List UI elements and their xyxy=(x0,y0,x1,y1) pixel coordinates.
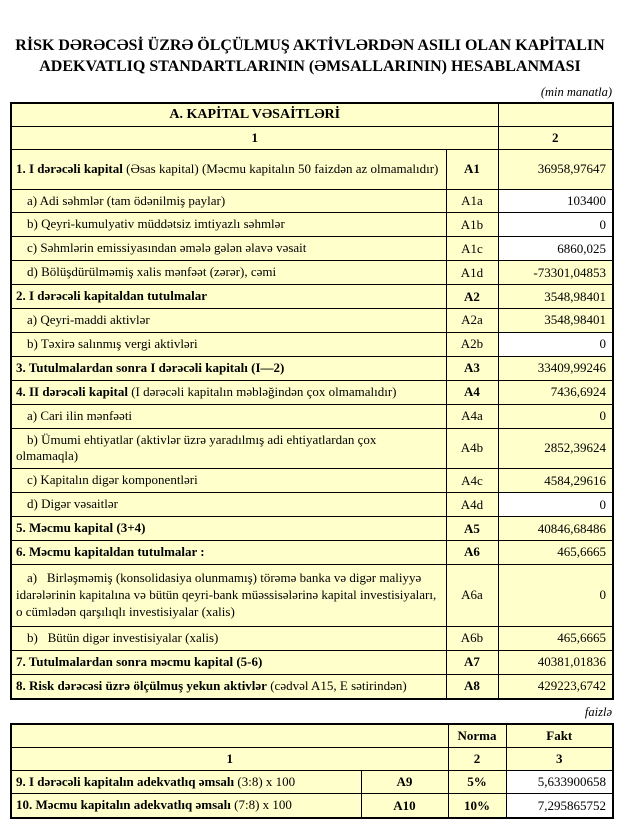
row-code: A4b xyxy=(446,428,498,469)
row-label-bold: 10. Məcmu kapitalın adekvatlıq əmsalı xyxy=(16,797,231,813)
row-code: A8 xyxy=(446,674,498,698)
table-row-a8 xyxy=(11,674,613,698)
row-label-rest: d) Digər vəsaitlər xyxy=(27,496,118,512)
row-label xyxy=(11,794,361,818)
row-label xyxy=(11,309,446,333)
row-label-bold: 6. Məcmu kapitaldan tutulmalar : xyxy=(16,543,205,559)
row-label-rest: b) Bütün digər investisiyalar (xalis) xyxy=(27,629,219,645)
row-code: A2a xyxy=(446,309,498,333)
section-header: A. KAPİTAL VƏSAİTLƏRİ xyxy=(11,103,498,127)
row-value: 3548,98401 xyxy=(498,309,613,333)
row-label xyxy=(11,540,446,564)
row-value: -73301,04853 xyxy=(498,261,613,285)
row-value: 0 xyxy=(498,404,613,428)
row-value: 2852,39624 xyxy=(498,428,613,469)
table-row-a6b xyxy=(11,626,613,650)
row-label-bold: 7. Tutulmalardan sonra məcmu kapital (5-6) xyxy=(16,653,263,669)
row-label xyxy=(11,469,446,493)
table-row-a3 xyxy=(11,356,613,380)
row-value: 40381,01836 xyxy=(498,650,613,674)
row-label-rest: b) Qeyri-kumulyativ müddətsiz imtiyazlı səhmlər xyxy=(27,216,285,232)
ratio-header-norma: Norma xyxy=(448,724,506,748)
row-fakt-value: 7,295865752 xyxy=(506,794,613,818)
row-label xyxy=(11,356,446,380)
row-code: A4a xyxy=(446,404,498,428)
row-label xyxy=(11,493,446,517)
ratio-column-number-row xyxy=(11,747,613,770)
table-row-a4 xyxy=(11,380,613,404)
row-label-rest: (cədvəl A15, E sətirindən) xyxy=(266,677,407,693)
row-code: A2b xyxy=(446,332,498,356)
adequacy-ratio-table xyxy=(10,723,614,820)
ratio-header-fakt: Fakt xyxy=(506,724,613,748)
row-code: A5 xyxy=(446,517,498,541)
row-code: A3 xyxy=(446,356,498,380)
row-label-rest: b) Təxirə salınmış vergi aktivləri xyxy=(27,335,198,351)
row-code: A10 xyxy=(361,794,448,818)
row-label-rest: (7:8) x 100 xyxy=(230,797,292,813)
row-value: 36958,97647 xyxy=(498,149,613,189)
row-label xyxy=(11,237,446,261)
table-row-a5 xyxy=(11,517,613,541)
row-code: A6b xyxy=(446,626,498,650)
row-label-rest: a) Cari ilin mənfəəti xyxy=(27,407,133,423)
row-value: 465,6665 xyxy=(498,540,613,564)
row-label xyxy=(11,770,361,794)
row-code: A1a xyxy=(446,189,498,213)
table-row-a1d xyxy=(11,261,613,285)
row-label xyxy=(11,149,446,189)
row-code: A2 xyxy=(446,285,498,309)
row-code: A1c xyxy=(446,237,498,261)
row-label-rest: c) Səhmlərin emissiyasından əmələ gələn əlavə vəsait xyxy=(27,240,307,256)
row-label-rest: a) Qeyri-maddi aktivlər xyxy=(27,312,150,328)
row-label xyxy=(11,428,446,469)
row-label xyxy=(11,213,446,237)
row-label xyxy=(11,332,446,356)
table-row-a6a xyxy=(11,564,613,626)
row-label-bold: 5. Məcmu kapital (3+4) xyxy=(16,520,146,536)
row-label xyxy=(11,189,446,213)
row-label-rest: (3:8) x 100 xyxy=(234,773,296,789)
row-label xyxy=(11,626,446,650)
title-line-1: RİSK DƏRƏCƏSİ ÜZRƏ ÖLÇÜLMUŞ AKTİVLƏRDƏN ASILI OLAN KAPİTALIN xyxy=(15,37,605,54)
table-row-a1b xyxy=(11,213,613,237)
table-row-a9 xyxy=(11,770,613,794)
row-label xyxy=(11,261,446,285)
ratio-col-number-2: 2 xyxy=(448,747,506,770)
row-code: A4c xyxy=(446,469,498,493)
row-label xyxy=(11,380,446,404)
row-code: A4d xyxy=(446,493,498,517)
row-label xyxy=(11,404,446,428)
row-code: A9 xyxy=(361,770,448,794)
table-row-a1 xyxy=(11,149,613,189)
row-value: 465,6665 xyxy=(498,626,613,650)
column-number-row xyxy=(11,126,613,149)
table-row-a4d xyxy=(11,493,613,517)
row-norma-value: 10% xyxy=(448,794,506,818)
row-value: 3548,98401 xyxy=(498,285,613,309)
unit-note-bottom: faizlə xyxy=(584,704,612,719)
row-label-bold: 4. II dərəcəli kapital xyxy=(16,383,128,399)
row-code: A1d xyxy=(446,261,498,285)
row-label-bold: 8. Risk dərəcəsi üzrə ölçülmuş yekun aktivlər xyxy=(16,677,267,693)
capital-table xyxy=(10,102,614,700)
row-value: 0 xyxy=(498,213,613,237)
row-label xyxy=(11,517,446,541)
table-row-a4c xyxy=(11,469,613,493)
row-label xyxy=(11,650,446,674)
table-row-a4b xyxy=(11,428,613,469)
row-label-rest: c) Kapitalın digər komponentləri xyxy=(27,472,198,488)
row-norma-value: 5% xyxy=(448,770,506,794)
row-label-rest: (Əsas kapital) (Məcmu kapitalın 50 faizdən az olmamalıdır) xyxy=(122,160,439,176)
row-code: A6a xyxy=(446,564,498,626)
row-code: A7 xyxy=(446,650,498,674)
row-label-rest: d) Bölüşdürülməmiş xalis mənfəət (zərər), cəmi xyxy=(27,264,277,280)
ratio-col-number-3: 3 xyxy=(506,747,613,770)
table-row-a4a xyxy=(11,404,613,428)
row-label-bold: 3. Tutulmalardan sonra I dərəcəli kapitalı (I—2) xyxy=(16,359,285,375)
table-row-a2b xyxy=(11,332,613,356)
col-number-2: 2 xyxy=(498,126,613,149)
table-row-a1a xyxy=(11,189,613,213)
title-line-2: ADEKVATLIQ STANDARTLARININ (ƏMSALLARININ) HESABLANMASI xyxy=(39,57,581,75)
table-row-a2a xyxy=(11,309,613,333)
row-value: 7436,6924 xyxy=(498,380,613,404)
row-value: 6860,025 xyxy=(498,237,613,261)
col-number-1: 1 xyxy=(11,126,498,149)
document-title xyxy=(0,0,620,78)
row-code: A1b xyxy=(446,213,498,237)
row-value: 103400 xyxy=(498,189,613,213)
table-row-a1c xyxy=(11,237,613,261)
row-fakt-value: 5,633900658 xyxy=(506,770,613,794)
row-label-rest: a) Birləşməmiş (konsolidasiya olunmamış) törəmə banka və digər maliyyə idarələrinin kapitalına və bütün qeyri-bank müəssisələrinə kapital investisiyaları, o cümlədən qarşılıqlı investisiyalar (xalis) xyxy=(16,570,437,619)
row-value: 0 xyxy=(498,493,613,517)
row-value: 33409,99246 xyxy=(498,356,613,380)
row-value: 429223,6742 xyxy=(498,674,613,698)
row-value: 40846,68486 xyxy=(498,517,613,541)
row-label-bold: 2. I dərəcəli kapitaldan tutulmalar xyxy=(16,288,208,304)
row-label xyxy=(11,674,446,698)
ratio-header-row xyxy=(11,724,613,748)
table-row-a6 xyxy=(11,540,613,564)
ratio-col-number-1: 1 xyxy=(11,747,448,770)
row-code: A4 xyxy=(446,380,498,404)
row-label xyxy=(11,564,446,626)
table-row-a2 xyxy=(11,285,613,309)
row-value: 4584,29616 xyxy=(498,469,613,493)
ratio-header-empty-cell xyxy=(11,724,448,748)
section-header-empty-cell xyxy=(498,103,613,127)
row-label-rest: b) Ümumi ehtiyatlar (aktivlər üzrə yaradılmış adi ehtiyatlardan çox olmamaqla) xyxy=(16,431,377,464)
table-row-a10 xyxy=(11,794,613,818)
row-code: A6 xyxy=(446,540,498,564)
unit-note-top: (min manatla) xyxy=(540,84,612,99)
row-label-bold: 9. I dərəcəli kapitalın adekvatlıq əmsalı xyxy=(16,773,235,789)
row-value: 0 xyxy=(498,564,613,626)
section-header-row xyxy=(11,103,613,127)
row-code: A1 xyxy=(446,149,498,189)
row-value: 0 xyxy=(498,332,613,356)
row-label-rest: a) Adi səhmlər (tam ödənilmiş paylar) xyxy=(27,192,226,208)
table-row-a7 xyxy=(11,650,613,674)
row-label xyxy=(11,285,446,309)
row-label-bold: 1. I dərəcəli kapital xyxy=(16,160,123,176)
row-label-rest: (I dərəcəli kapitalın məbləğindən çox olmamalıdır) xyxy=(127,383,397,399)
